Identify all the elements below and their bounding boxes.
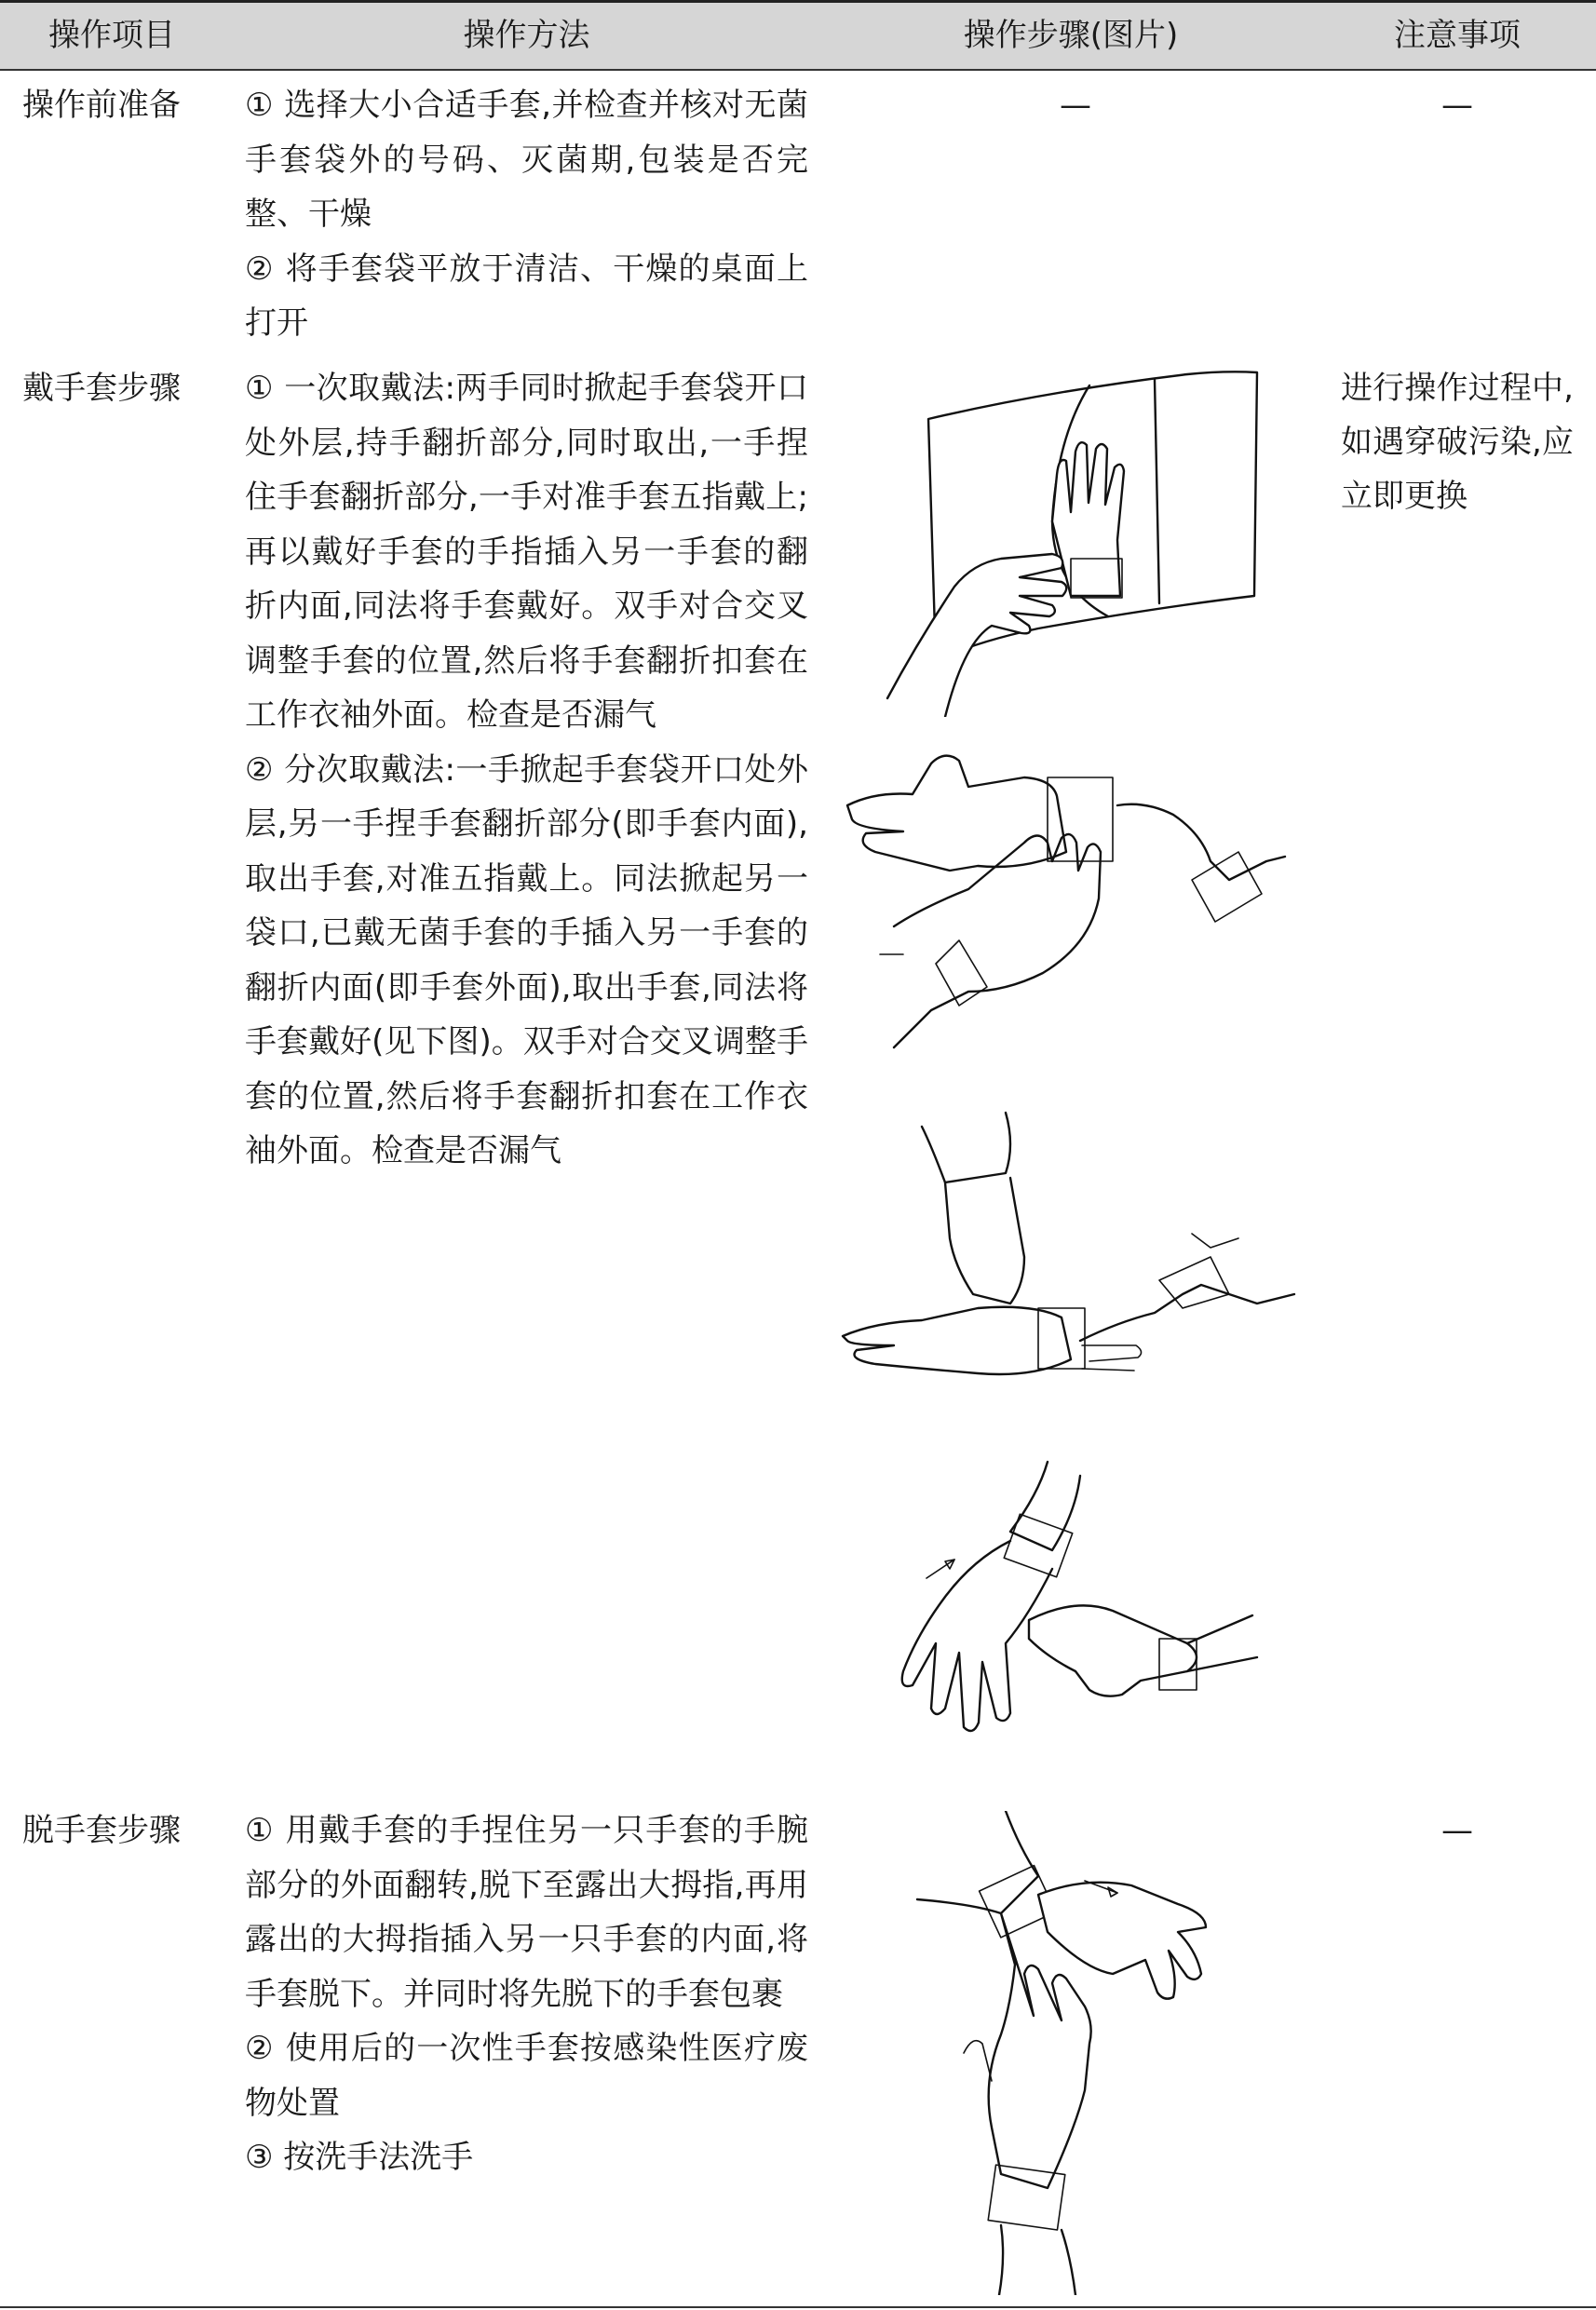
illustration-insert-fingers-into-cuff <box>838 740 1304 1066</box>
illustration-crossed-hands-adjust <box>889 1457 1262 1783</box>
row-don-item: 戴手套步骤 <box>22 370 181 407</box>
row-doff-method <box>245 1803 808 2185</box>
header-operation-item: 操作项目 <box>48 17 175 54</box>
prep-step-2: ② 将手套袋平放于清洁、干燥的桌面上打开 <box>245 250 808 342</box>
row-prep-item: 操作前准备 <box>22 87 181 124</box>
table-header <box>0 3 1596 71</box>
row-doff-note-dash: — <box>1441 1812 1473 1849</box>
row-prep-note-dash: — <box>1441 87 1473 124</box>
illustration-remove-gloves <box>899 1811 1252 2295</box>
illustration-adjust-glove-position <box>838 1108 1304 1425</box>
don-step-1: ① 一次取戴法:两手同时掀起手套袋开口处外层,持手翻折部分,同时取出,一手捏住手套翻折部分,一手对准手套五指戴上;再以戴好手套的手指插入另一手套的翻折内面,同法将手套戴好。双手对合交叉调整手套的位置,然后将手套翻折扣套在工作衣袖外面。检查是否漏气 <box>245 370 808 734</box>
doff-step-3: ③ 按洗手法洗手 <box>245 2139 474 2176</box>
header-operation-steps: 操作步骤(图片) <box>963 17 1179 54</box>
doff-step-2: ② 使用后的一次性手套按感染性医疗废物处置 <box>245 2030 808 2122</box>
row-don-note: 进行操作过程中,如遇穿破污染,应立即更换 <box>1341 370 1574 515</box>
row-don-method <box>245 361 808 1179</box>
header-operation-method: 操作方法 <box>463 17 590 54</box>
header-notes: 注意事项 <box>1394 17 1521 54</box>
row-prep-method <box>245 78 808 351</box>
doff-step-1: ① 用戴手套的手捏住另一只手套的手腕部分的外面翻转,脱下至露出大拇指,再用露出的大拇指插入另一只手套的内面,将手套脱下。并同时将先脱下的手套包裹 <box>245 1812 808 2013</box>
table-bottom-rule <box>0 2306 1596 2308</box>
prep-step-1: ① 选择大小合适手套,并检查并核对无菌手套袋外的号码、灭菌期,包装是否完整、干燥 <box>245 87 808 233</box>
row-prep-steps-dash: — <box>1060 87 1091 124</box>
don-step-2: ② 分次取戴法:一手掀起手套袋开口处外层,另一手捏手套翻折部分(即手套内面),取出手套,对准五指戴上。同法掀起另一袋口,已戴无菌手套的手插入另一手套的翻折内面(即手套外面),取出手套,同法将手套戴好(见下图)。双手对合交叉调整手套的位置,然后将手套翻折扣套在工作衣袖外面。检查是否漏气 <box>245 750 808 1169</box>
row-doff-item: 脱手套步骤 <box>22 1812 181 1849</box>
illustration-open-glove-package <box>880 363 1271 717</box>
